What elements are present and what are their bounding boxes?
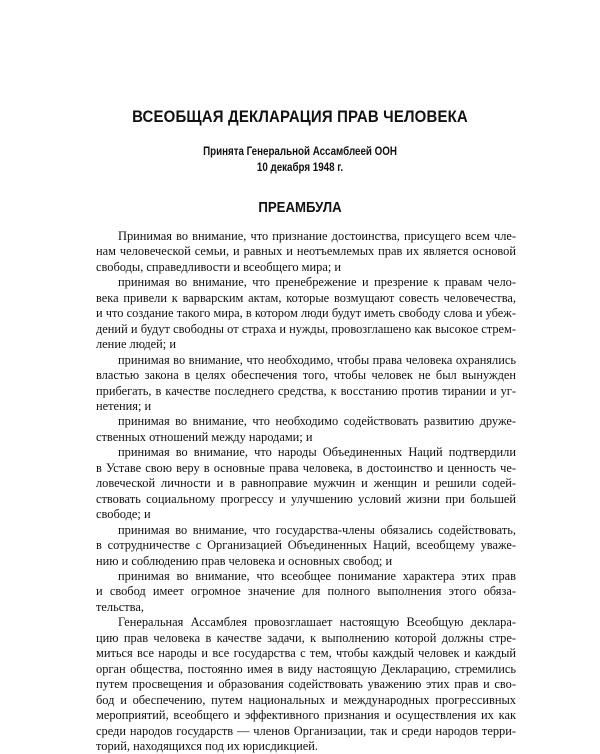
document-title: ВСЕОБЩАЯ ДЕКЛАРАЦИЯ ПРАВ ЧЕЛОВЕКА bbox=[132, 107, 468, 126]
preamble-paragraph bbox=[96, 523, 516, 569]
paragraph-line: принимая во внимание, что народы Объединенных Наций подтвердили bbox=[118, 445, 516, 460]
paragraph-line: свободе; и bbox=[96, 507, 151, 522]
paragraph-line: миться все народы и все государства с тем, чтобы каждый человек и каждый bbox=[96, 646, 516, 661]
paragraph-line: нию и соблюдению прав человека и основных свобод; и bbox=[96, 553, 393, 568]
paragraph-line: принимая во внимание, что необходимо, чтобы права человека охранялись bbox=[118, 352, 516, 367]
paragraph-line: путем просвещения и образования содействовать уважению этих прав и сво- bbox=[96, 677, 516, 692]
preamble-paragraph bbox=[96, 615, 516, 754]
adoption-date: 10 декабря 1948 г. bbox=[256, 162, 344, 174]
paragraph-line: цию прав человека в качестве задачи, к выполнению которой должны стре- bbox=[96, 630, 516, 645]
paragraph-line: прибегать, в качестве последнего средства, к восстанию против тирании и уг- bbox=[96, 383, 516, 398]
paragraph-line: свободы, справедливости и всеобщего мира; и bbox=[96, 259, 341, 274]
preamble-paragraph bbox=[96, 275, 516, 352]
paragraph-line: нетения; и bbox=[96, 398, 152, 413]
preamble-body bbox=[96, 229, 516, 754]
paragraph-line: принимая во внимание, что государства-члены обязались содействовать, bbox=[118, 522, 516, 537]
preamble-paragraph bbox=[96, 229, 516, 275]
paragraph-line: тельства, bbox=[96, 599, 144, 614]
paragraph-line: среди народов государств — членов Организации, так и среди народов терри- bbox=[96, 723, 516, 738]
preamble-paragraph bbox=[96, 353, 516, 415]
paragraph-line: ловеческой личности и в равноправие мужчин и женщин и решили содей- bbox=[96, 476, 516, 491]
paragraph-line: и свобод имеет огромное значение для полного выполнения этого обяза- bbox=[96, 584, 516, 599]
paragraph-line: в сотрудничестве с Организацией Объединенных Наций, всеобщему уваже- bbox=[96, 538, 516, 553]
paragraph-line: дений и будут свободны от страха и нужды, провозглашено как высокое стрем- bbox=[96, 321, 516, 336]
paragraph-line: принимая во внимание, что пренебрежение и презрение к правам чело- bbox=[118, 275, 516, 290]
paragraph-line: мероприятий, всеобщего и эффективного признания и осуществления их как bbox=[96, 708, 516, 723]
paragraph-line: бод и обеспечению, путем национальных и международных прогрессивных bbox=[96, 692, 516, 707]
paragraph-line: ление людей; и bbox=[96, 337, 176, 352]
paragraph-line: Принимая во внимание, что признание достоинства, присущего всем чле- bbox=[118, 229, 516, 243]
paragraph-line: ствовать социальному прогрессу и улучшению условий жизни при большей bbox=[96, 491, 516, 506]
paragraph-line: нам человеческой семьи, и равных и неотъемлемых прав их является основой bbox=[96, 244, 516, 259]
preamble-paragraph bbox=[96, 569, 516, 615]
paragraph-line: ственных отношений между народами; и bbox=[96, 429, 313, 444]
preamble-paragraph bbox=[96, 414, 516, 445]
paragraph-line: принимая во внимание, что необходимо содействовать развитию друже- bbox=[118, 414, 516, 429]
paragraph-line: орган общества, постоянно имея в виду настоящую Декларацию, стремились bbox=[96, 661, 516, 676]
paragraph-line: века привели к варварским актам, которые возмущают совесть человечества, bbox=[96, 290, 516, 305]
paragraph-line: властью закона в целях обеспечения того, чтобы человек не был вынужден bbox=[96, 368, 516, 383]
paragraph-line: в Уставе свою веру в основные права человека, в достоинство и ценность че- bbox=[96, 460, 516, 475]
preamble-paragraph bbox=[96, 445, 516, 522]
paragraph-line: торий, находящихся под их юрисдикцией. bbox=[96, 738, 318, 753]
paragraph-line: принимая во внимание, что всеобщее понимание характера этих прав bbox=[118, 568, 516, 583]
paragraph-line: Генеральная Ассамблея провозглашает настоящую Всеобщую деклара- bbox=[118, 615, 516, 630]
section-heading-preamble: ПРЕАМБУЛА bbox=[258, 199, 342, 216]
paragraph-line: и что создание такого мира, в котором люди будут иметь свободу слова и убеж- bbox=[96, 306, 516, 321]
adoption-note: Принята Генеральной Ассамблеей ООН bbox=[203, 146, 397, 158]
